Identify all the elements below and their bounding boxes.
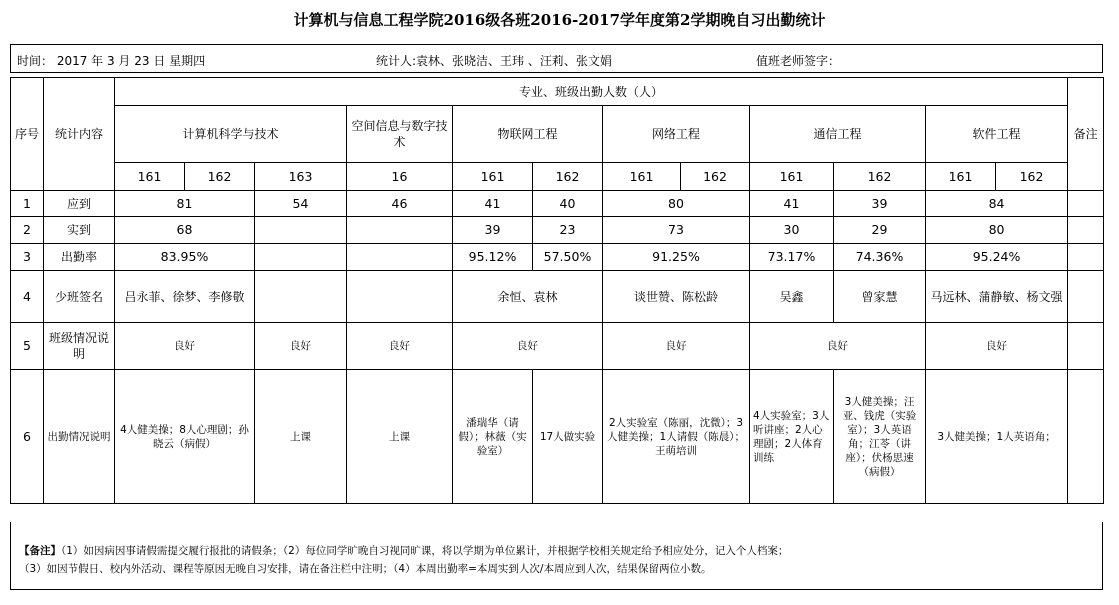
teacher-signature-label: 值班老师签字： — [756, 54, 841, 68]
table-row: 2 实到 68 39 23 73 30 29 80 — [11, 217, 1104, 244]
table-row: 1 应到 81 54 46 41 40 80 41 39 84 — [11, 191, 1104, 217]
table-row: 3 出勤率 83.95% 95.12% 57.50% 91.25% 73.17% 74.36% 95.24% — [11, 244, 1104, 271]
major-telecom: 通信工程 — [750, 106, 926, 163]
notes-section — [10, 522, 1103, 590]
sheet-title: 计算机与信息工程学院2016级各班2016-2017学年度第2学期晚自习出勤统计 — [293, 11, 826, 29]
class-cell: 161 — [115, 163, 185, 191]
content-header: 统计内容 — [44, 78, 115, 191]
counters-text: 统计人:袁林、张晓洁、王玮 、汪莉、张文娟 — [376, 54, 612, 68]
table-row: 5 班级情况说明 良好 良好 良好 良好 良好 良好 良好 — [11, 323, 1104, 370]
class-cell: 162 — [185, 163, 255, 191]
major-cs: 计算机科学与技术 — [115, 106, 347, 163]
class-cell: 161 — [926, 163, 996, 191]
date-text: 时间： 2017 年 3 月 23 日 星期四 — [17, 54, 206, 68]
class-cell: 163 — [255, 163, 347, 191]
notes-line-1: （1）如因病因事请假需提交履行报批的请假条；（2）每位同学旷晚自习视同旷课，将以学期为单位累计，并根据学校相关规定给予相应处分，记入个人档案； — [61, 545, 789, 557]
remark-header: 备注 — [1068, 78, 1104, 191]
class-cell: 161 — [750, 163, 834, 191]
class-cell: 162 — [834, 163, 926, 191]
class-cell: 162 — [996, 163, 1068, 191]
table-row: 4 少班签名 吕永菲、徐梦、李修敬 余恒、袁林 谈世赞、陈松龄 吴鑫 曾家慧 马远林、蒲静敏、杨文强 — [11, 271, 1104, 323]
seq-header: 序号 — [11, 78, 44, 191]
major-software: 软件工程 — [926, 106, 1068, 163]
major-iot: 物联网工程 — [453, 106, 603, 163]
class-cell: 162 — [533, 163, 603, 191]
info-bar — [10, 44, 1103, 73]
major-network: 网络工程 — [603, 106, 750, 163]
attendance-table — [10, 77, 1104, 504]
table-row: 6 出勤情况说明 4人健美操；8人心理剧；孙晓云（病假） 上课 上课 潘瑞华（请假）；林薇（实验室） 17人做实验 2人实验室（陈丽，沈微）；3人健美操；1人请假（陈晨）；王萌培训 4人实验室；3人听讲座；2人心理剧；2人体育训练 3人健美操；汪亚、钱虎（实验室）；3人英语角；江苓（讲座）；伏杨思速（病假） 3人健美操；1人英语角； — [11, 370, 1104, 504]
class-cell: 16 — [347, 163, 453, 191]
class-cell: 162 — [681, 163, 750, 191]
notes-line-2: （3）如因节假日、校内外活动、课程等原因无晚自习安排，请在备注栏中注明；（4）本周出勤率=本周实到人次/本周应到人次，结果保留两位小数。 — [19, 563, 712, 575]
class-cell: 161 — [603, 163, 681, 191]
major-spatial: 空间信息与数字技术 — [347, 106, 453, 163]
class-cell: 161 — [453, 163, 533, 191]
notes-label: 【备注】 — [19, 545, 61, 557]
section-header: 专业、班级出勤人数（人） — [115, 78, 1068, 106]
